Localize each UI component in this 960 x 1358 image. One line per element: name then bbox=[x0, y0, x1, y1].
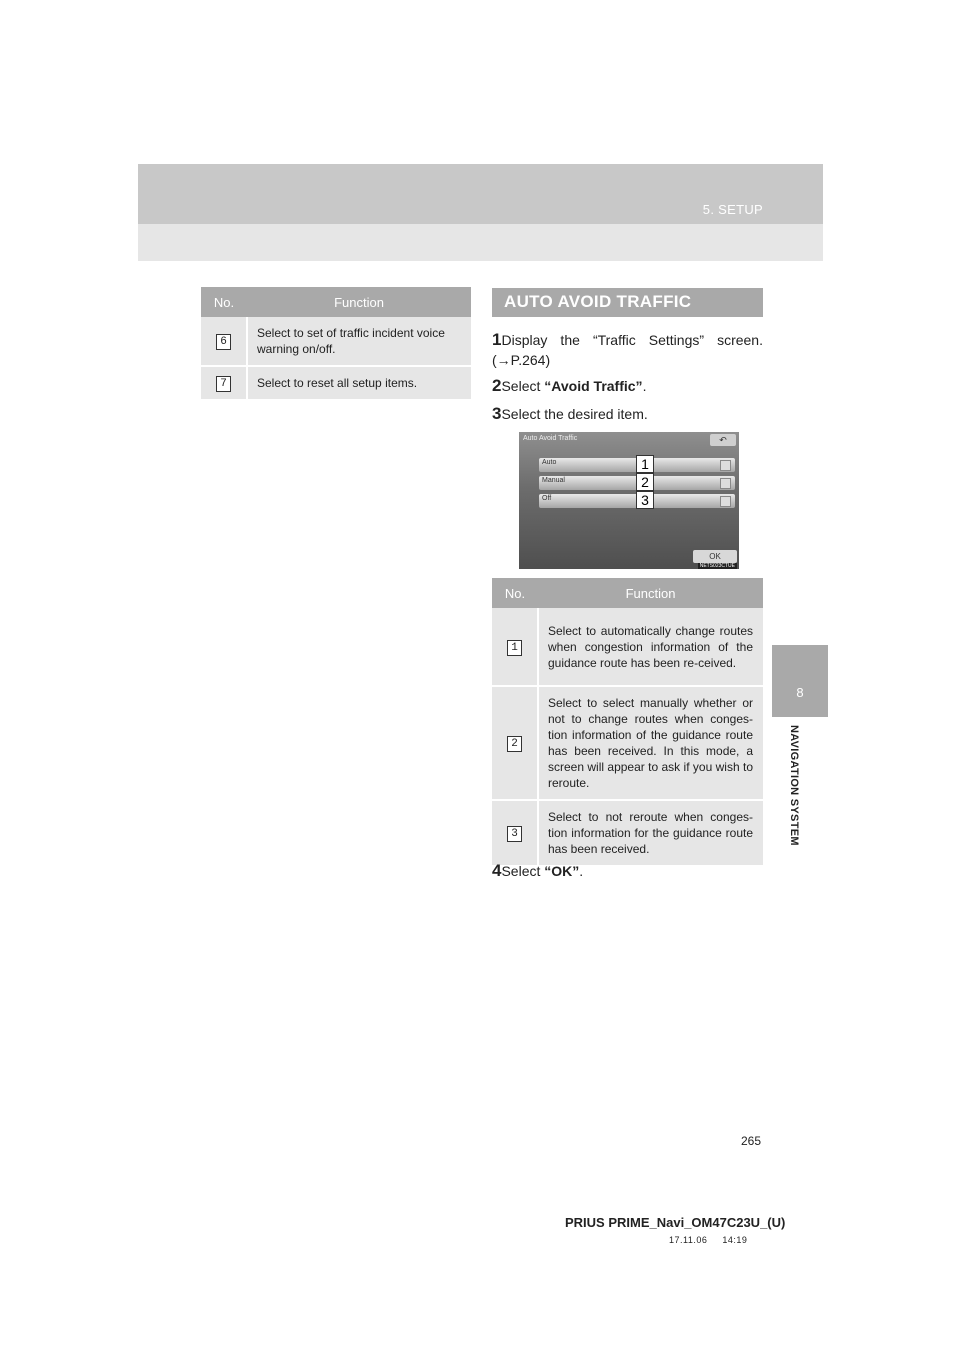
table-row bbox=[492, 608, 763, 686]
document-id: PRIUS PRIME_Navi_OM47C23U_(U) bbox=[565, 1215, 786, 1230]
col-header-function: Function bbox=[247, 287, 471, 317]
item-number: 3 bbox=[507, 826, 522, 842]
screen-ok-button: OK bbox=[693, 550, 737, 563]
timestamp: 17.11.06 14:19 bbox=[669, 1235, 748, 1245]
step-number: 3 bbox=[492, 404, 502, 423]
step-number: 2 bbox=[492, 376, 502, 395]
function-table-top bbox=[201, 287, 471, 401]
option-manual: Manual bbox=[539, 476, 735, 490]
chapter-label: NAVIGATION SYSTEM bbox=[788, 725, 800, 846]
item-number: 1 bbox=[507, 640, 522, 656]
table-row bbox=[201, 317, 471, 366]
function-description: Select to set of traffic incident voice warning on/off. bbox=[247, 317, 471, 366]
checkbox-icon bbox=[720, 460, 731, 471]
back-arrow-icon: ↶ bbox=[710, 434, 736, 446]
step-4: 4Select “OK”. bbox=[492, 861, 584, 880]
checkbox-icon bbox=[720, 496, 731, 507]
function-description: Select to select manually whether or not to change routes when conges-tion information of the guidance route has been received. In this mode, a screen will appear to ask if you wish to reroute. bbox=[538, 686, 763, 800]
table-row bbox=[492, 686, 763, 800]
header-band bbox=[138, 164, 823, 224]
function-table-bottom bbox=[492, 578, 763, 867]
chapter-number: 8 bbox=[796, 685, 804, 700]
table-row bbox=[492, 800, 763, 866]
option-auto: Auto bbox=[539, 458, 735, 472]
step-number: 4 bbox=[492, 861, 502, 880]
header-subband bbox=[138, 224, 823, 261]
section-header: 5. SETUP bbox=[702, 202, 763, 217]
item-number: 6 bbox=[216, 334, 231, 350]
option-off: Off bbox=[539, 494, 735, 508]
function-description: Select to reset all setup items. bbox=[247, 366, 471, 400]
col-header-function: Function bbox=[538, 578, 763, 608]
item-number: 2 bbox=[507, 736, 522, 752]
callout-3: 3 bbox=[636, 491, 654, 509]
chapter-tab bbox=[772, 645, 828, 717]
step-number: 1 bbox=[492, 330, 502, 349]
step-3: 3Select the desired item. bbox=[492, 404, 648, 423]
col-header-no: No. bbox=[201, 287, 247, 317]
item-number: 7 bbox=[216, 376, 231, 392]
section-heading bbox=[492, 288, 763, 317]
image-code: NETS023CTUE bbox=[699, 563, 735, 569]
section-title: AUTO AVOID TRAFFIC bbox=[504, 292, 692, 311]
screen-title: Auto Avoid Traffic bbox=[523, 435, 578, 442]
page-number: 265 bbox=[741, 1134, 762, 1148]
function-description: Select to automatically change routes when congestion information of the guidance route has been re-ceived. bbox=[538, 608, 763, 686]
auto-avoid-traffic-screenshot bbox=[519, 432, 739, 569]
step-2: 2Select “Avoid Traffic”. bbox=[492, 376, 647, 395]
function-description: Select to not reroute when conges-tion information for the guidance route has been received. bbox=[538, 800, 763, 866]
col-header-no: No. bbox=[492, 578, 538, 608]
checkbox-icon bbox=[720, 478, 731, 489]
callout-1: 1 bbox=[636, 455, 654, 473]
table-row bbox=[201, 366, 471, 400]
step-1: 1Display the “Traffic Settings” screen. (→P.264) bbox=[492, 330, 763, 368]
arrow-icon: → bbox=[496, 352, 511, 368]
callout-2: 2 bbox=[636, 473, 654, 491]
